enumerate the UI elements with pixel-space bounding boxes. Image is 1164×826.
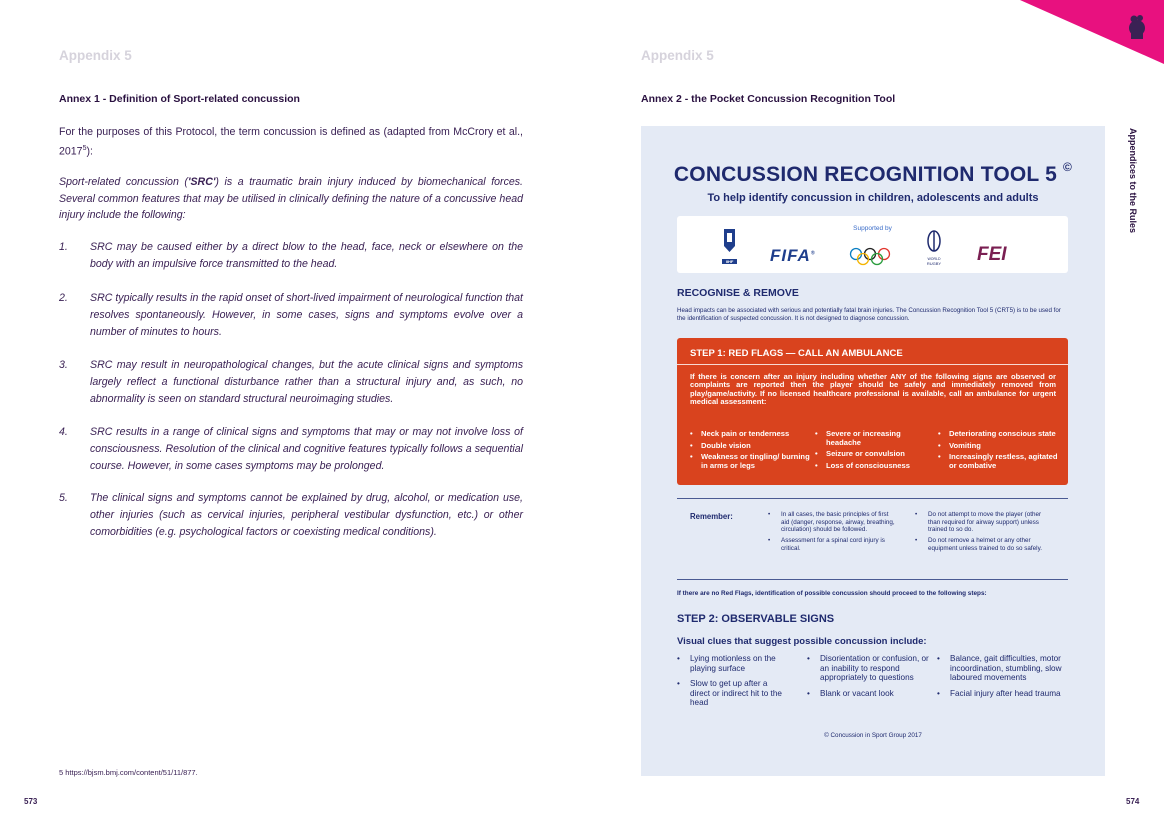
- remember-item: • Do not remove a helmet or any other equipment unless trained to do so safely.: [915, 537, 1055, 552]
- supported-by-label: Supported by: [853, 225, 892, 232]
- recognise-remove-title: RECOGNISE & REMOVE: [677, 287, 799, 299]
- remember-item: • Do not attempt to move the player (other than required for airway support) unless trained to so do.: [915, 511, 1055, 534]
- step1-text: If there is concern after an injury including whether ANY of the following signs are observed or complaints are reported then the player should be safely and immediately removed from play/game/activity. If no licensed healthcare professional is available, call an ambulance for urgent medical assessment:: [690, 372, 1056, 407]
- divider: [677, 364, 1068, 365]
- red-flag-item: • Loss of consciousness: [815, 462, 925, 471]
- olympic-rings-icon: [849, 247, 891, 267]
- list-item: 1. SRC may be caused either by a direct blow to the head, face, neck or elsewhere on the body with an impulsive force transmitted to the head.: [59, 241, 523, 270]
- sign-item: • Blank or vacant look: [807, 689, 929, 699]
- corner-banner: [1020, 0, 1164, 70]
- sign-item: • Facial injury after head trauma: [937, 689, 1067, 699]
- red-flag-item: • Double vision: [690, 442, 810, 451]
- right-appendix-heading: Appendix 5: [641, 48, 714, 63]
- red-flag-item: • Weakness or tingling/ burning in arms or legs: [690, 453, 810, 470]
- red-flags-box: [677, 338, 1068, 485]
- sign-item: • Slow to get up after a direct or indirect hit to the head: [677, 679, 787, 708]
- divider: [677, 579, 1068, 580]
- red-flag-item: • Vomiting: [938, 442, 1058, 451]
- crt-title: CONCUSSION RECOGNITION TOOL 5 ©: [673, 160, 1073, 186]
- recognise-remove-text: Head impacts can be associated with serious and potentially fatal brain injuries. The Concussion Recognition Tool 5 (CRT5) is to be used for the identification of suspected concussion. It is not designed to diagnose concussion.: [677, 307, 1061, 323]
- crt-subtitle: To help identify concussion in children, adolescents and adults: [707, 192, 1039, 204]
- step2-subtitle: Visual clues that suggest possible concussion include:: [677, 636, 927, 647]
- red-flag-item: • Severe or increasing headache: [815, 430, 925, 447]
- fifa-logo: FIFA®: [770, 246, 816, 265]
- definition-paragraph: Sport-related concussion ('SRC') is a traumatic brain injury induced by biomechanical forces. Several common features that may be utilised in clinically defining the nature of a concussive head injury include the following:: [59, 176, 523, 222]
- fei-logo: FEI: [977, 244, 1007, 265]
- crt-copyright: © Concussion in Sport Group 2017: [824, 732, 922, 739]
- footnote: 5 https://bjsm.bmj.com/content/51/11/877.: [59, 768, 198, 777]
- sign-item: • Disorientation or confusion, or an inability to respond appropriately to questions: [807, 654, 929, 683]
- remember-label: Remember:: [690, 512, 733, 521]
- red-flags-column-3: [938, 430, 1058, 473]
- rugby-ball-icon: [926, 230, 942, 252]
- right-page-number: 574: [1126, 797, 1140, 806]
- list-item: 3. SRC may result in neuropathological changes, but the acute clinical signs and symptoms largely reflect a functional disturbance rather than a structural injury and, as such, no abnormality is seen on standard structural neuroimaging studies.: [59, 359, 523, 405]
- red-flags-column-1: [690, 430, 810, 473]
- annex-2-title: Annex 2 - the Pocket Concussion Recognition Tool: [641, 93, 896, 105]
- list-item: 2. SRC typically results in the rapid onset of short-lived impairment of neurological function that resolves spontaneously. However, in some cases, signs and symptoms evolve over a number of minutes to hours.: [59, 292, 523, 338]
- list-item: 5. The clinical signs and symptoms cannot be explained by drug, alcohol, or medication use, other injuries (such as cervical injuries, peripheral vestibular dysfunction, etc.) or other comorbidities (e.g. psychological factors or coexisting medical conditions).: [59, 492, 523, 538]
- iihf-shield-icon: [722, 229, 737, 253]
- lion-crest-icon: [1129, 15, 1145, 39]
- side-tab: Appendices to the Rules: [1128, 128, 1138, 234]
- list-item: 4. SRC results in a range of clinical signs and symptoms that may or may not involve loss of consciousness. Resolution of the clinical and cognitive features typically follows a sequential course. However, in some cases symptoms may be prolonged.: [59, 426, 523, 472]
- iihf-logo: IIHF: [722, 229, 737, 264]
- sign-item: • Lying motionless on the playing surface: [677, 654, 787, 673]
- step2-title: STEP 2: OBSERVABLE SIGNS: [677, 613, 835, 625]
- left-appendix-heading: Appendix 5: [59, 48, 132, 63]
- red-flags-column-2: [815, 430, 925, 473]
- intro-paragraph: For the purposes of this Protocol, the term concussion is defined as (adapted from McCrory et al., 2017$^5$):: [59, 126, 523, 158]
- world-rugby-logo: WORLD RUGBY: [921, 230, 947, 266]
- concussion-tool-card: [641, 126, 1105, 776]
- remember-item: • In all cases, the basic principles of first aid (danger, response, airway, breathing, circulation) should be followed.: [768, 511, 898, 534]
- remember-item: • Assessment for a spinal cord injury is critical.: [768, 537, 898, 552]
- remember-column-1: [768, 511, 898, 556]
- signs-column-1: [677, 654, 787, 714]
- red-flag-item: • Deteriorating conscious state: [938, 430, 1058, 439]
- red-flag-item: • Seizure or convulsion: [815, 450, 925, 459]
- sign-item: • Balance, gait difficulties, motor incoordination, stumbling, slow laboured movements: [937, 654, 1067, 683]
- annex-1-title: Annex 1 - Definition of Sport-related concussion: [59, 93, 300, 105]
- signs-column-2: [807, 654, 929, 704]
- sponsor-logos: [677, 216, 1068, 273]
- red-flag-item: • Neck pain or tenderness: [690, 430, 810, 439]
- red-flag-item: • Increasingly restless, agitated or combative: [938, 453, 1058, 470]
- remember-column-2: [915, 511, 1055, 556]
- divider: [677, 498, 1068, 499]
- left-page-number: 573: [24, 797, 38, 806]
- no-red-flags-note: If there are no Red Flags, identification of possible concussion should proceed to the following steps:: [677, 590, 987, 597]
- step1-title: STEP 1: RED FLAGS — CALL AN AMBULANCE: [690, 348, 903, 359]
- signs-column-3: [937, 654, 1067, 704]
